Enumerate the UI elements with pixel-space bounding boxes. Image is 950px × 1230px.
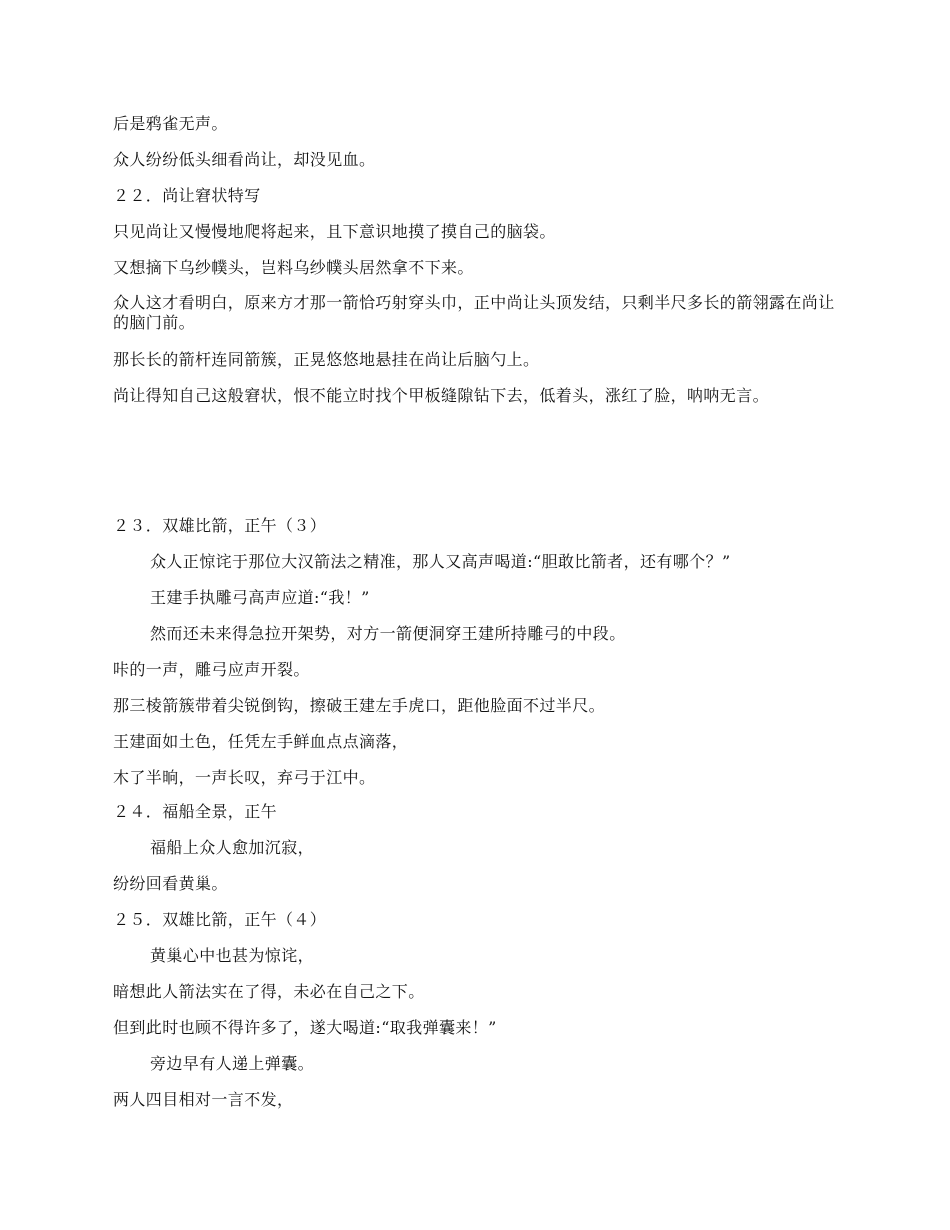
paragraph: 众人这才看明白，原来方才那一箭恰巧射穿头巾，正中尚让头顶发结，只剩半尺多长的箭翎露在尚让的脑门前。 — [113, 293, 835, 332]
paragraph: 那长长的箭杆连同箭簇，正晃悠悠地悬挂在尚让后脑勺上。 — [113, 350, 540, 369]
paragraph: 只见尚让又慢慢地爬将起来，且下意识地摸了摸自己的脑袋。 — [113, 222, 556, 241]
paragraph: 但到此时也顾不得许多了，遂大喝道:“取我弹囊来！” — [113, 1018, 497, 1037]
paragraph: 木了半晌，一声长叹，弃弓于江中。 — [113, 768, 376, 787]
paragraph: 暗想此人箭法实在了得，未必在自己之下。 — [113, 982, 425, 1001]
paragraph: 后是鸦雀无声。 — [113, 114, 228, 133]
paragraph: 众人正惊诧于那位大汉箭法之精准，那人又高声喝道:“胆敢比箭者，还有哪个？” — [150, 552, 731, 571]
paragraph: 王建手执雕弓高声应道:“我！” — [150, 588, 370, 607]
paragraph: 纷纷回看黄巢。 — [113, 874, 228, 893]
section-heading: ２５．双雄比箭，正午（４） — [113, 910, 327, 929]
section-heading: ２３．双雄比箭，正午（３） — [113, 516, 327, 535]
paragraph: 众人纷纷低头细看尚让，却没见血。 — [113, 150, 376, 169]
paragraph: 那三棱箭簇带着尖锐倒钩，擦破王建左手虎口，距他脸面不过半尺。 — [113, 696, 606, 715]
paragraph: 然而还未来得急拉开架势，对方一箭便洞穿王建所持雕弓的中段。 — [150, 624, 626, 643]
paragraph: 咔的一声，雕弓应声开裂。 — [113, 660, 310, 679]
paragraph: 两人四目相对一言不发， — [113, 1090, 294, 1109]
paragraph: 王建面如土色，任凭左手鲜血点点滴落， — [113, 732, 409, 751]
paragraph: 又想摘下乌纱幞头，岂料乌纱幞头居然拿不下来。 — [113, 258, 474, 277]
paragraph: 尚让得知自己这般窘状，恨不能立时找个甲板缝隙钻下去，低着头，涨红了脸，呐呐无言。 — [113, 386, 770, 405]
paragraph: 黄巢心中也甚为惊诧， — [150, 946, 315, 965]
paragraph: 旁边早有人递上弹囊。 — [150, 1054, 315, 1073]
section-heading: ２４．福船全景，正午 — [113, 802, 278, 821]
paragraph: 福船上众人愈加沉寂， — [150, 838, 315, 857]
section-heading: ２２．尚让窘状特写 — [113, 186, 261, 205]
